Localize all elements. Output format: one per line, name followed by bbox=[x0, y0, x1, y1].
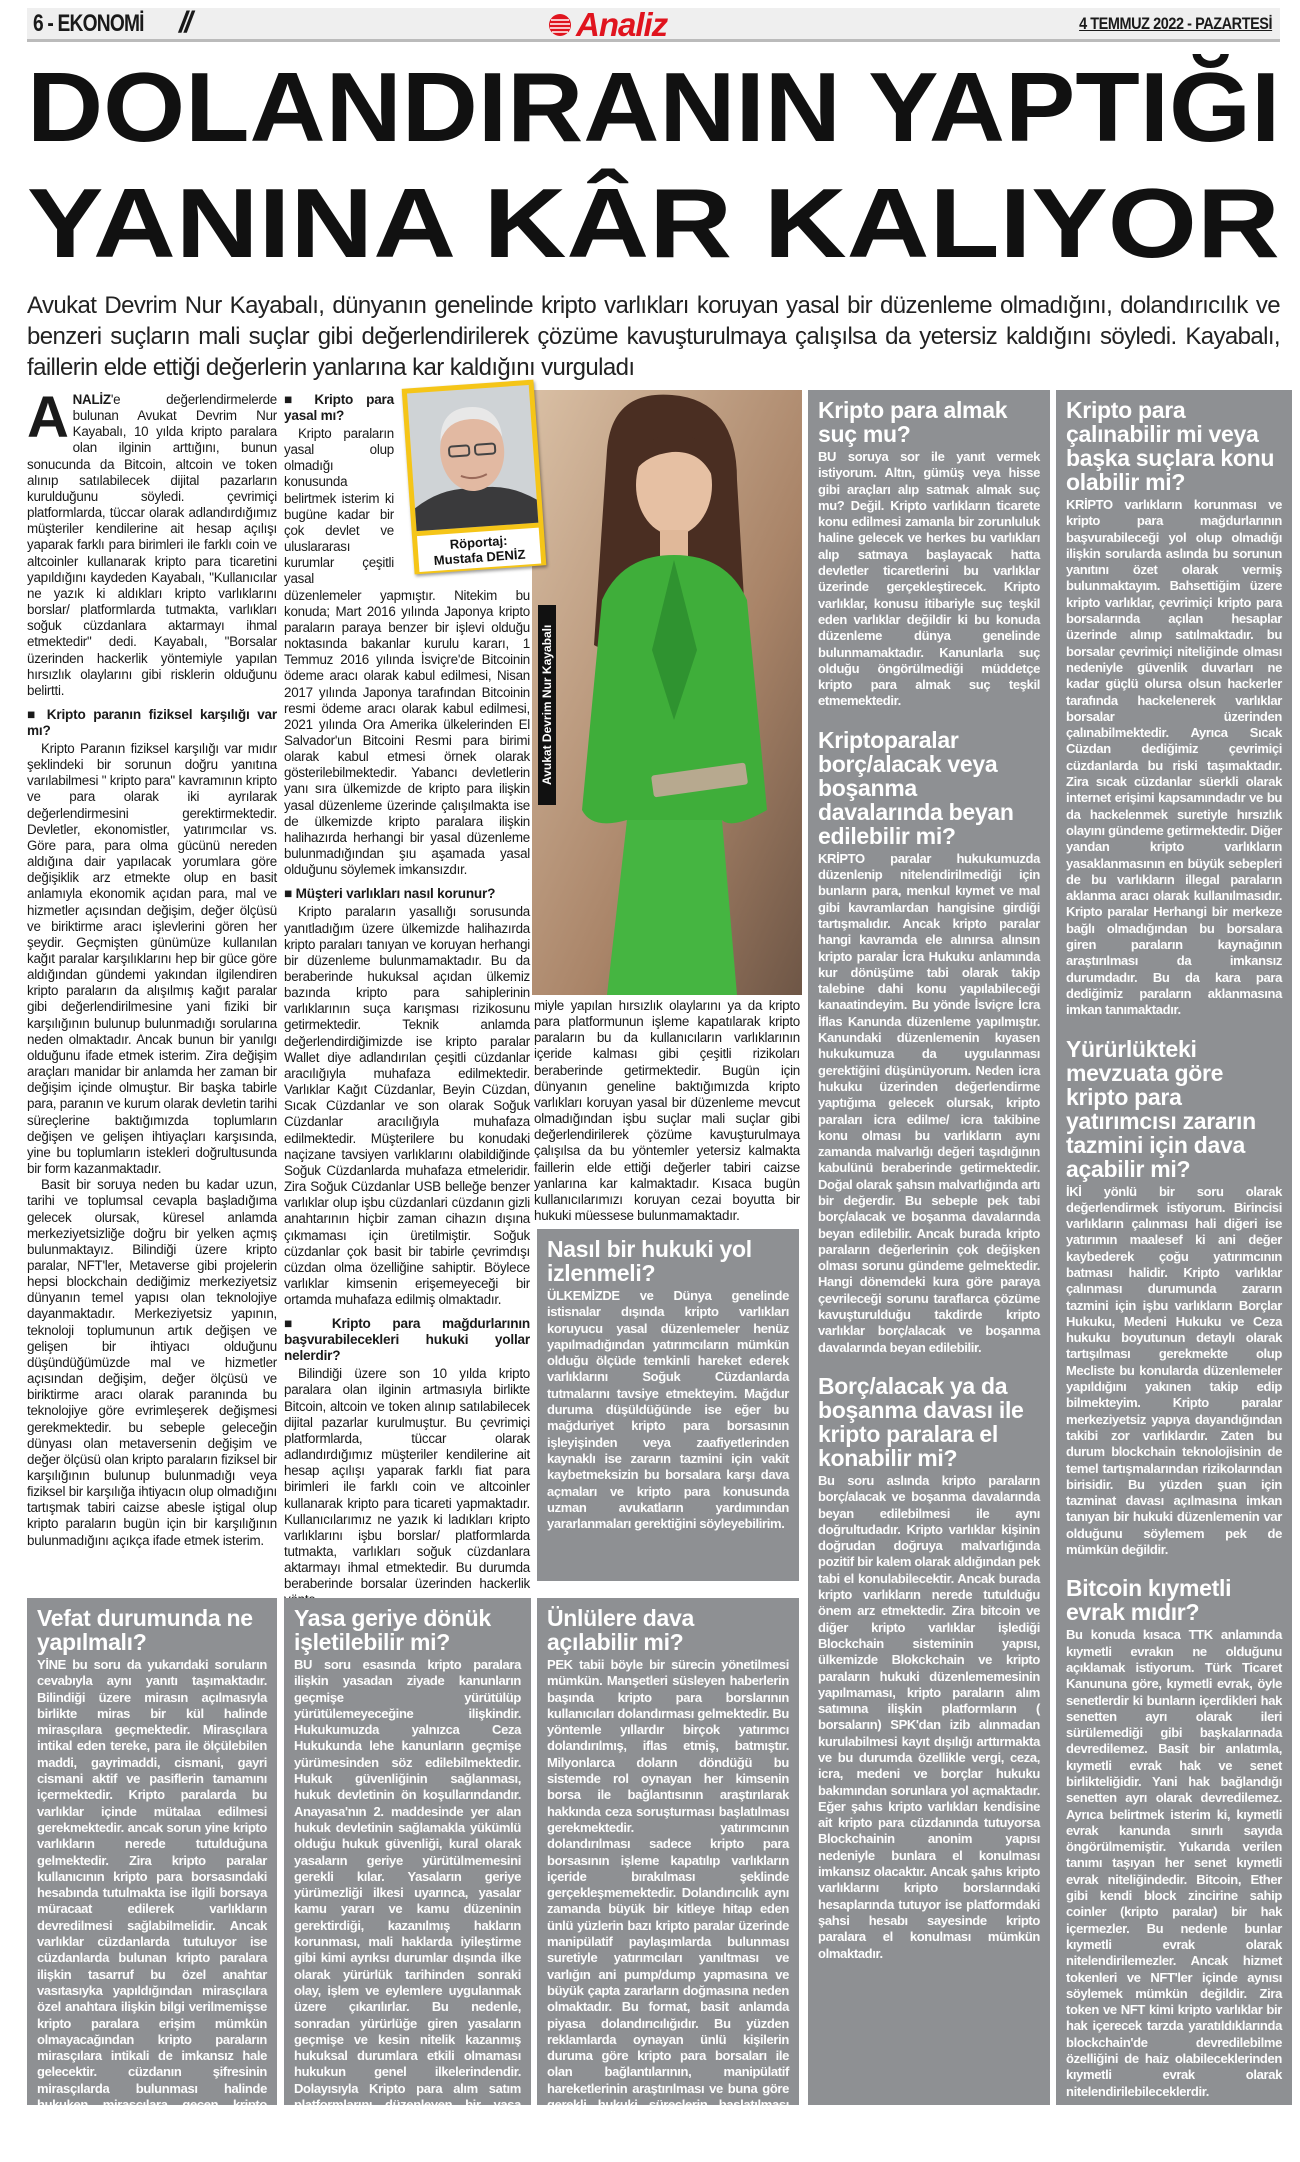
headline-line-1: DOLANDIRANIN YAPTIĞI bbox=[27, 52, 1281, 162]
box-body: paralar hukukumuzda düzenlenip nitelendirilmediği için bunların para, menkul kıymet ve mal gibi kavramlardan hangisine girdiği tartışmalıdır. Ancak kripto paralar hangi kavramda ele alınırsa alınsın kripto paralar İcra Hukuku anlamında kur dönüşüme tabi olarak takip talebine dahi konu yapılabileceği kanaatindeyim. Bu yönde İsviçre İcra İflas Kanunda düzenleme yapılmıştır. Kanundaki düzenlemenin kıyasen hukukumuza da uygulanması gerektiğini düşünüyorum. Neden icra hukuku üzerinden değerlendirme yaptığıma gelecek olursak, kripto paraları icra edilme/ icra takibine konu olması bu varlıkların aynı zamanda malvarlığı değeri taşıdığının kabulünü beraberinde getirmektedir. Doğal olarak şahsın malvarlığında artı bir değerdir. Bu sebeple pek tabi borç/alacak ve boşanma davalarında beyan edilebilir. Ancak burada kripto paraların değerlerinin çok değişken olması sorunu gündeme gelmektedir. Hangi dönemdeki kura göre paraya çevrileceği sorunu taraflarca çözüme kavuşturulduğu takdirde kripto varlıklar borç/alacak ve boşanma davalarında beyan edilebilir. bbox=[818, 850, 1040, 1355]
credit-label: Röportaj: bbox=[449, 532, 508, 552]
paragraph: miyle yapılan hırsızlık olaylarını ya da kripto para platformunun işleme kapatılarak kripto paraların bu da kullanıcıların varlıklarının içeride kalması gibi çeşitli rizikoları beraberinde getirmektedir. Bugün için dünyanın geneline baktığımızda kripto varlıkları koruyan yasal bir düzenleme mevcut olmadığından işbu suçlar mali suçlar gibi değerlendirilerek çözüme kavuşturulmaya çalışılsa da bu yöntemler yetersiz kalmakta faillerin elde ettiği değerler tabiri caizse yanlarına kar kalmaktadır. Kısaca bugün kullanıcılarımızı koruyan cezai boyutta bir hukuki müessese bulunmamaktadır. bbox=[534, 998, 800, 1224]
box-body: Bu konuda kısaca TTK anlamında kıymetli evrakın ne olduğunu açıklamak istiyorum. Türk Ticaret Kanununa göre, kıymetli evrak, öyle senetlerdir ki bunların içerdikleri hak senetten ayrı olarak ileri sürülemediği gibi başkalarınada devredilemez. Basit bir anlatımla, kıymetli evrak hak ve senet birlikteliğidir. Yani hak bağlandığı senetten ayrı olarak devredilemez. Ayrıca belirtmek isterim ki, kıymetli evrak kanunda sınırlı sayıda öngörülmemiştir. Yukarıda verilen tanımı taşıyan her senet kıymetli evrak niteliğindedir. Bitcoin, Ether gibi kendi block zincirine sahip coinler (kripto paralar) bir hak içermezler. Bu nedenle bunlar kıymetli evrak olarak nitelendirilemezler. Ancak hizmet tokenleri ve NFT'ler içinde aynısı söylemek mümkün değildir. Zira token ve NFT kimi kripto varlıklar bir hak içerecek tarzda yaratıldıklarında blockchain'de devredilebilme özelliğini de haiz olabileceklerinden kıymetli evrak olarak nitelendirilebileceklerdir. bbox=[1066, 1627, 1282, 2099]
box-body: soru esasında kripto paralara ilişkin yasadan ziyade kanunların geçmişe yürütülüp yürütülemeyeceğine ilişkindir. Hukukumuzda yalnızca Ceza Hukukunda lehe kanunların geçmişe yürümesinden söz edilebilmektedir. Hukuk güvenliğinin sağlanması, hukuk devletinin ön koşullarındandır. Anayasa'nın 2. maddesinde yer alan hukuk devletinin sağlamakla yükümlü olduğu hukuk güvenliği, kural olarak yasaların geriye yürütülmemesini gerekli kılar. Yasaların geriye yürümezliği ilkesi uyarınca, yasalar kamu yararı ve kamu düzeninin gerektirdiği, kazanılmış hakların korunması, mali haklarda iyileştirme gibi kimi ayrıksı durumlar dışında ilke olarak yürürlük tarihinden sonraki olay, işlem ve eylemlere uygulanmak üzere çıkarılırlar. Bu nedenle, sonradan yürürlüğe giren yasaların geçmişe ve kesin nitelik kazanmış hukuksal durumlara etkili olmaması hukukun genel ilkelerindendir. Dolayısıyla Kripto para alım satım platformlarını düzenleyen bir yasa çıkarsa bunun geriye dönük işletilebilmesinden söz edilmesi hukuk devleti ilkesi gereği mümkün değildir. bbox=[294, 1657, 521, 2161]
box-body: soruya sor ile yanıt vermek istiyorum. Altın, gümüş veya hisse gibi araçları alıp satmak almak suç mu? Değil. Kripto varlıkların ticarete konu edilmesi zamanla bir zorunluluk haline gelecek ve herkes bu varlıkları alıp satmaya başlayacak hatta devletler ticaretlerini bu varlıklar üzerinde gerçekleştirecek. Kripto varlıklar, konusu itibariyle suç teşkil eden varlıklar değildir ki bu konuda düzenleme dünya genelinde bulunmamaktadır. Kanunlarla suç olduğu öngörülmediği müddetçe kripto para almak suç teşkil etmemektedir. bbox=[818, 449, 1040, 709]
subheading: ■ Kripto para mağdurlarının başvurabilecekleri hukuki yollar nelerdir? bbox=[284, 1316, 530, 1364]
box-lead: İKİ bbox=[1066, 1183, 1082, 1199]
box-title: Kriptoparalar borç/alacak veya boşanma davalarında beyan edilebilir mi? bbox=[818, 726, 1014, 849]
globe-icon bbox=[547, 12, 573, 38]
box-body: tabii böyle bir sürecin yönetilmesi mümkün. Manşetleri süsleyen haberlerin başında kripto para borslarının kullanıcıları dolandırması gelmektedir. Bu yöntemle yıllardır birçok yatırımcı dolandırılmış, iflas etmiş, batmıştır. Milyonlarca doların döndüğü bu sistemde rol oynayan her kimsenin borsa ile bağlantısının araştırılarak hakkında ceza soruşturması başlatılması gerekmektedir. yatırımcının dolandırılması sadece kripto para borsasının işleme kapatılıp varlıkların içeride bırakılması şeklinde gerçekleşmemektedir. Dolandırıcılık aynı zamanda büyük bir kitleye hitap eden ünlü yüzlerin bazı kripto paralar üzerinde manipülatif paylaşımlarda bulunması suretiyle yatırımcıları yanıltması ve varlığın ani pump/dump yapmasına ve büyük çapta zararların doğmasına neden olmaktadır. Bu format, basit anlamda piyasa dolandırıcılığıdır. Bu yüzden reklamlarda oynayan ünlü kişilerin duruma göre kripto para borsaları ile olan bağlantılarının, manipülatif hareketlerinin araştırılması ve buna göre gerekli hukuki süreçlerin başlatılması gerekmektedir. bbox=[547, 1657, 789, 2129]
box-body: yönlü bir soru olarak değerlendirmek istiyorum. Birincisi varlıkların çalınması hali diğeri ise yatırımın maalesef ki ani değer kaybederek çoğu yatırımcının batması halidir. Kripto varlıklar çalınması durumunda zararın tazmini için işbu varlıkların Borçlar Hukuku, Medeni Hukuku ve Ceza hukuku boyutunun detaylı olarak tartışılması gerekmekte olup Mecliste bu konularda düzenlemeler yapıldığını yakınen takip edip bilmekteyim. Kripto paralar merkeziyetsiz yapıya dayandığından takibi zor varlıklardır. Zaten bu durum blockchain teknolojisinin de temel tartışmalarından rizikolarından birisidir. Bu yüzden şuan için tazminat davası açılmasına imkan tanıyan bir hukuki düzenlemenin var olduğunu söylemem pek de mümkün değildir. bbox=[1066, 1183, 1282, 1558]
box-retroactive-law bbox=[284, 1598, 531, 2161]
box-title: Kripto para almak suç mu? bbox=[818, 397, 1008, 447]
interviewer-photo bbox=[402, 380, 547, 575]
article-column-1 bbox=[27, 385, 278, 1588]
subheading: ■ Kripto para yasal mı? bbox=[284, 392, 530, 424]
box-title: Ünlülere dava açılabilir mi? bbox=[547, 1605, 694, 1655]
box-death bbox=[27, 1598, 277, 2145]
lawyer-photo bbox=[532, 390, 802, 995]
headline-line-2: YANINA KÂR KALIYOR bbox=[27, 168, 1280, 278]
intro-paragraph: 'e değerlendirmelerde bulunan Avukat Devrim Nur Kayabalı, 10 yılda kripto paralara olan ilginin arttığını, bunun sonucunda da Bitcoin, altcoin ve token alınıp satılabilecek dijital pazarların kurulduğunu söyledi. çevrimiçi platformlarda, tüccar olarak adlandırdığımız müşteriler kendilerine ait hesap açılışı yaparak farklı para birimleri ile farklı coin ve altcoinler kullanarak kripto para ticaretini yapıldığını kaydeden Kayabalı, "Kullanıcılar ne yazık ki aldıkları kripto varlıklarını borslar/ platformlarda tutmakta, varlıkları soğuk cüzdanlara aktarmayı ihmal etmektedir" dedi. Kayabalı, "Borsalar üzerinden hackerlik yöntemiyle yapılan hırsızlık olaylarını gibi risklerin olduğunu belirtti. bbox=[27, 392, 277, 698]
box-title: Vefat durumunda ne yapılmalı? bbox=[37, 1605, 253, 1655]
article-continuation bbox=[534, 998, 800, 1226]
box-title: Yasa geriye dönük işletilebilir mi? bbox=[294, 1605, 491, 1655]
paragraph: Kripto Paranın fiziksel karşılığı var mıdır şeklindeki bir sorunun doğru yanıtına varılabilmesi " kripto para" kavramının kripto ve para olarak iki ayrılarak değerlendirmesini gerektirmektedir. Devletler, ekonomistler, yatırımcılar vs. Göre para, para olma gücünü nereden aldığına dair yapılacak yorumlara göre değişiklik arz etmekte olup en basit anlamıyla ekonomik açıdan para, mal ve hizmetler açısından değişim, değer ölçüsü ve biriktirme aracı işlevlerini gören her şeydir. Geçmişten günümüze kullanılan kağıt paralar karşılıklarını hep bir güce göre aldığından gündemi yakından ilgilendiren kripto paraların da alışılmış kağıt paralar gibi değerlendirilmesine yani fiziki bir karşılığının bulunup bulunmadığı sorularına neden olmaktadır. Ancak bunun bir yanılgı olduğunu ifade etmek isterim. Zira değişim araçları manidar bir anlamda her zaman bir değişim içinde olmuştur. Bir başka tabirle para, paranın ve kurum olarak devletin tarihi süreçlerine baktığımızda toplumların değişen ve gelişen ihtiyaçları karşısında, yine bu toplumların istekleri doğrultusunda bir form kazanmaktadır. bbox=[27, 740, 278, 1177]
box-lead: PEK bbox=[547, 1657, 573, 1672]
box-lead: BU bbox=[818, 449, 837, 464]
box-lead: BU bbox=[294, 1657, 313, 1672]
box-celebrities bbox=[537, 1598, 799, 2129]
sidebar-column-4 bbox=[1056, 390, 1292, 2105]
sidebar-column-3 bbox=[808, 390, 1050, 2105]
box-lead: KRİPTO bbox=[818, 850, 865, 866]
box-body: varlıkların korunması ve kripto para mağdurlarının başvurabileceği yol olup olmadığı ilişkin sorularda aslında bu sorunun yanıtını özet olarak vermiş bulunmaktayım. Bahsettiğim üzere kripto varlıklar, çevrimiçi kripto para borsalarında açılan hesaplar üzerinde alınıp satılmaktadır. bu borsalar çevrimiçi niteliğinde olması nedeniyle güvenlik duvarları ne kadar güçlü olursa olsun hackerler tarafında hackelenerek varlıklar borsalar üzerinden çalınabilmektedir. Ayrıca Sıcak Cüzdan dediğimiz çevrimiçi cüzdanlarda bu riski taşımaktadır. Zira sıcak cüzdanlar süerkli olarak internet erişimi kapsamındadır ve bu da hackelenmek suretiyle hırsızlık olayını gündeme getirmektedir. Diğer yandan kripto varlıkların yasaklanmasının en büyük sebepleri de bu varlıkların illegal paraların aklanma aracı olarak kullanılmasıdır. Kripto paralar Herhangi bir merkeze bağlı olmadığından bu borsalara giren paraların kaynağının araştırılması da imkansız durumdadır. Bu da kara para dediğimiz paraların aklanmasına imkan tanımaktadır. bbox=[1066, 497, 1282, 1018]
intro-lead: NALİZ bbox=[72, 392, 111, 407]
paragraph: Bilindiği üzere son 10 yılda kripto paralara olan ilginin artmasıyla birlikte Bitcoin, altcoin ve token alınıp satılabilecek dijital pazarlar kurulmuştur. Bu çevrimiçi platformlarda, tüccar olarak adlandırdığımız müşteriler kendilerine ait hesap açılışı yaparak farklı fiat para birimleri ile farklı coin ve altcoinler kullanarak kripto para ticareti yapmaktadır. Kullanıcılarımız ne yazık ki ladıkları kripto varlıklarını işbu borslar/ platformlarda tutmakta, varlıkları soğuk cüzdanlara aktarmayı ihmal etmektedir. Bu durumda beraberinde borsalar üzerinden hackerlik bbox=[284, 1366, 530, 1592]
box-title: Kripto para çalınabilir mi veya başka suçlara konu olabilir mi? bbox=[1066, 397, 1275, 495]
portrait-image bbox=[407, 385, 538, 531]
box-title: Bitcoin kıymetli evrak mıdır? bbox=[1066, 1575, 1232, 1626]
box-legal-path bbox=[537, 1229, 799, 1581]
deck-summary: Avukat Devrim Nur Kayabalı, dünyanın genelinde kripto varlıkları koruyan yasal bir düzenleme olmadığını, dolandırıcılık ve benzeri suçların mali suçlar gibi değerlendirilerek çözüme kavuşturulmaya çalışılsa da yetersiz kaldığını söyledi. Kayabalı, faillerin elde ettiği değerlerin yanlarına kar kaldığını vurguladı bbox=[27, 292, 1280, 381]
logo-text: Analiz bbox=[576, 5, 668, 43]
issue-date: 4 TEMMUZ 2022 - PAZARTESİ bbox=[1078, 14, 1272, 33]
section-separator: // bbox=[179, 6, 190, 39]
paragraph: Kripto paraların yasallığı sorusunda yanıtladığım üzere ülkemizde halihazırda kripto paraları tanıyan ve koruyan herhangi bir düzenleme bulunmamaktadır. Bu da beraberinde hukuksal açıdan ülkemiz bazında kripto para sahiplerinin varlıklarının suça karışması rizikosunu getirmektedir. Teknik anlamda değerlendirdiğimizde ise kripto paralar Wallet diye adlandırılan çeşitli cüzdanlar aracılığıyla muhafaza edilmektedir. Varlıklar Kağıt Cüzdanlar, Beyin Cüzdan, Sıcak Cüzdanlar ve son olarak Soğuk Cüzdanlar aracılığıyla muhafaza edilmektedir. Müşterilere bu konudaki naçizane tavsiyen varlıklarını olabildiğinde Soğuk Cüzdanlarda muhafaza etmeleridir. Zira Soğuk Cüzdanlar USB belleğe benzer varlıklar olup işbu cüzdanlari cüzdanın gizli anahtarının hiçbir zaman cihazın dışına çıkmaması için üretilmiştir. Soğuk cüzdanlar çok basit bir tabirle çevrimdışı cüzdan olma özelliğine sahiptir. Böylece varlıklar kimsenin erişemeyeceği bir ortamda muhafaza edilmiş olmaktadır. bbox=[284, 904, 530, 1308]
box-title: Nasıl bir hukuki yol izlenmeli? bbox=[547, 1236, 752, 1286]
section-label: 6 - EKONOMİ bbox=[33, 10, 144, 37]
newspaper-logo bbox=[547, 5, 668, 43]
credit-name: Mustafa DENİZ bbox=[433, 546, 526, 568]
box-title: Yürürlükteki mevzuata göre kripto para yatırımcısı zararın tazmini için dava açabilir mi? bbox=[1066, 1035, 1256, 1182]
article-column-2 bbox=[284, 392, 531, 1592]
box-title: Borç/alacak ya da boşanma davası ile kripto paralara el konabilir mi? bbox=[818, 1372, 1024, 1471]
page-header bbox=[27, 5, 1280, 43]
paragraph: Basit bir soruya neden bu kadar uzun, tarihi ve toplumsal cevapla başladığıma gelecek olursak, küresel anlamda merkeziyetsizliğe doğru bir yelken açmış bulunmaktayız. Bilindiği üzere kripto paralar, NFT'ler, Metaverse gibi projelerin hepsi blockchain dediğimiz merkeziyetsiz dünyanın temel yapısı olan teknolojiye dayanmaktadır. Merkeziyetsiz yapının, teknoloji toplumunun artık değişen ve gelişen bir ihtiyacı olduğunu düşündüğümüzde mal ve hizmetler açısından değişim, değer ölçüsü ve biriktirme aracı olarak paranında bu teknolojiye göre evrimleşerek değişmesi gerekmektedir. bu sebeple geleceğin dünyası olan metaversenin değişim ve değer ölçüsü olan kripto paraların fiziksel bir karşılığının bulunup bulunmadığı veya fiziksel bir karşılığa ihtiyacın olup olmadığını tartışmak tabiri caizse abesle iştigal olup kripto paraların bugün için bir karşılığının bulunmadığını açıkça ifade etmek isterim. bbox=[27, 1177, 277, 1548]
box-body: Bu soru aslında kripto paraların borç/alacak ve boşanma davalarında beyan edilebilmesi ile aynı doğrultudadır. Kripto varlıklar kişinin doğrudan doğruya malvarlığında pozitif bir kalem olarak aldığından pek tabi el konulabilecektir. Ancak burada kripto varlıkların nerede tutulduğu önem arz etmektedir. Zira bitcoin ve diğer kripto varlıklar işlediği Blockchain sisteminin yapısı, ülkemizde Blokckchain ve kripto paraların hukuki düzenlememesinin yapılmaması, kripto paraların alım satımına ilişkin platformların ( borsaların) SPK'dan izib alınmadan kurulabilmesi kayıt dışılığı arttırmakta ve bu durumda özellikle vergi, ceza, icra, medeni ve borçlar hukuku bakımından sorunlara yol açmaktadır. Eğer şahıs kripto varlıkları kendisine ait kripto para cüzdanında tutuyorsa Blockchainin anonim yapısı nedeniyle bunlara el konulması imkansız olacaktır. Ancak şahıs kripto varlıklarını kripto borslarındaki hesaplarında tutuyor ise platformdaki şahsi hesabı sayesinde kripto paralara el konulması mümkün olmaktadır. bbox=[818, 1472, 1040, 1961]
subheading: ■ Müşteri varlıkları nasıl korunur? bbox=[284, 886, 530, 902]
box-lead: YİNE bbox=[37, 1657, 66, 1672]
box-lead: ÜLKEMİZDE bbox=[547, 1288, 620, 1303]
paragraph: Kripto paraların yasal olup olmadığı konusunda belirtmek isterim ki bugüne kadar bir çok devlet ve uluslararası kurumlar çeşitli yasal düzenlemeler yapmıştır. Nitekim bu konuda; Mart 2016 yılında Japonya kripto paraların paraya benzer bir işlevi olduğu noktasında bakanlar kurulu kararı, 1 Temmuz 2016 yılında İsviçre'de Bitcoinin ödeme aracı olarak kabul edilmesi, Nisan 2017 yılında Japonya tarafından Bitcoinin resmi ödeme aracı olarak kabul edilmesi, 2021 yılında Ora Amerika ülkelerinden El Salvador'un Bitcoini Resmi para birimi olarak kabul etmesi örnek olarak gösterilebilmektedir. Yabancı devletlerin yanı sıra ülkemizde de kripto para ilişkin yasal düzenleme üzerinde çalışılmakta ise de ülkemizde kripto paralara ilişkin halihazırda herhangi bir yasal düzenleme bulunmadığından şıu aşamada yasal olduğunu söylemek imkansızdır. bbox=[284, 426, 530, 878]
subheading: ■ Kripto paranın fiziksel karşılığı var mı? bbox=[27, 707, 277, 739]
photo-image bbox=[532, 390, 802, 995]
box-body: ve Dünya genelinde istisnalar dışında kripto varlıkları koruyucu yasal düzenlemeler henüz yapılmadığından yatırımcıların mümkün olduğu ölçüde temkinli hareket ederek varlıklarını Soğuk Cüzdanlarda tutmalarını tavsiye etmekteyim. Mağdur duruma düşüldüğünde ise eğer bu mağduriyet kripto para borsasının işleyişinden veya zaafiyetlerinden kaynaklı ise zararın tazmini için vakit kaybetmeksizin bu borsalara karşı dava açmaları ve kripto para konusunda uzman avukatların yardımından yararlanmaları gerektiğini söyleyebilirim. bbox=[547, 1288, 789, 1532]
interview-credit bbox=[417, 528, 541, 572]
box-lead: KRİPTO bbox=[1066, 497, 1113, 512]
drop-cap: A bbox=[27, 385, 69, 450]
photo-caption: Avukat Devrim Nur Kayabalı bbox=[538, 605, 556, 805]
box-body: bu soru da yukarıdaki soruların cevabıyla aynı yanıtı taşımaktadır. Bilindiği üzere mirasın açılmasıyla birlikte miras bir kül halinde mirasçılara geçmektedir. Mirasçılara intikal eden tereke, para ile ölçülebilen maddi, gayrimaddi, cismani, gayri cismani aktif ve pasiflerin tamamını içermektedir. Kripto paralarda bu varlıklar içinde mütalaa edilmesi gerekmektedir. ancak sorun yine kripto varlıkların nerede tutulduğuna gelmektedir. Zira kripto paralar kullanıcının kripto para borsasındaki hesabında tutulmakta ise ilgili borsaya müracaat edilerek varlıkların devredilmesi sağlabilmelidir. Ancak varlıklar cüzdanlarda tutuluyor ise cüzdanlarda bulunan kripto paralara ilişkin tasarruf bu özel anahtar vasıtasıyka yapıldığından mirasçılara özel anahtara ilişkin bilgi verilmemişse kripto paralara erişim mümkün olmayacağından kripto paraların mirasçılara intikali de imkansız hale gelecektir. cüzdanın şifresinin mirasçılarda bulunması halinde hukuken mirasçılara geçen kripto paralar fiilende terekeye dahil olabilecektir. bbox=[37, 1657, 267, 2145]
